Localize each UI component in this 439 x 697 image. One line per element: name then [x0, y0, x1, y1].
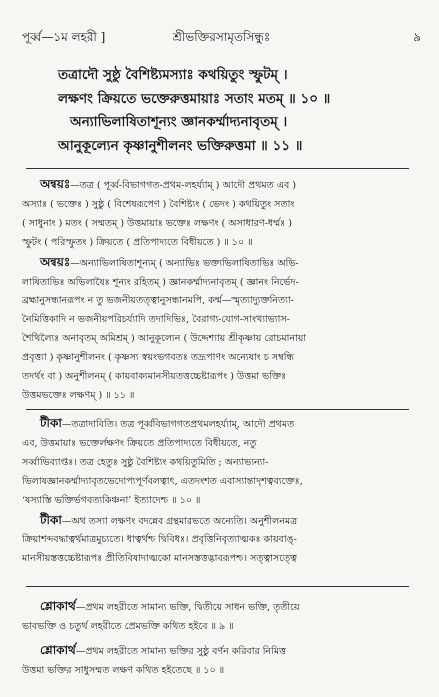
anvaya-line: ( সাধুনাং ) মতং ( সম্মতম্ ) উত্তমায়াঃ ভক্তেঃ লক্ষণং ( অসাধারণ-ধর্ম্মঃ ) [22, 217, 292, 229]
anvaya-line: —অন্যাভিলাষিতাশূন্যম্ ( অন্যাভিঃ ভক্ত্যভিলাষিতাভিঃ অভি- [70, 257, 299, 269]
anvaya-label: অন্বয়ঃ [40, 177, 71, 191]
shlokartha-section [22, 597, 421, 681]
page-number: ৯ [413, 30, 421, 44]
tika-line: ‘ষস্যাস্তি ভক্তির্ভগবত্যকিঞ্চনা’ ইত্যাদেশ্চ ॥ ১০ ॥ [22, 494, 201, 506]
tika-line: মানসীয়স্তত্তচ্চেষ্টারূপঃ প্রীতিবিষাদাত্মকো মানসস্তত্তদ্ভাবরূপশ্চ। সত্ত্বাসত্ত্বে [22, 553, 297, 565]
verse-line: আনুকূল্যেন কৃষ্ণানুশীলনং ভক্তিরুত্তমা ॥ ১১ ॥ [58, 137, 303, 154]
anvaya-line: নৈমিত্তিকাদি ন ভজনীয়পরিচর্য্যাদি তদাদিভিঃ, বৈরাগ্য-যোগ-সাংখ্যাভ্যাস- [22, 314, 290, 326]
tika-line: সর্ব্বাভিব্যাপ্তঃ। তত্র হেতুঃ সুষ্ঠু বৈশিষ্ট্যং কথয়িতুমিতি ; অন্যাভ্যন্যা- [22, 456, 269, 468]
anvaya-line: ব্রহ্মানুসন্ধানরূপং ন তু ভজনীয়তত্ত্বানুসন্ধানমপি, কর্ম্ম—স্মৃত্যাদ্যুক্তনিত্যা- [22, 295, 294, 307]
anvaya-line: অস্যাঃ ( ভক্তেঃ ) সুষ্ঠু ( বিশেষরূপেণ ) বৈশিষ্ট্যং ( ভেদং ) কথয়িতুং সতাং [22, 198, 295, 210]
anvaya-line: তদর্থং বা ) অনুশীলনম্ ( কায়বাক্যমানসীয়তত্তচ্চেষ্টারূপং ) উত্তমা ভক্তিঃ [22, 371, 287, 383]
verse-line: তত্রাদৌ সুষ্ঠু বৈশিষ্ট্যমস্যাঃ কথয়িতুং স্ফুটম্ । [58, 67, 288, 83]
anvaya-line: লাষিতাভিঃ অভিলাষৈঃ শূন্যং রহিতম্ ) জ্ঞানকর্ম্মাদ্যনাবৃতম্ ( জ্ঞানং নির্ভেদ- [22, 276, 299, 288]
book-title: শ্রীভক্তিরসামৃতসিন্ধুঃ [172, 30, 271, 44]
divider [26, 586, 409, 587]
anvaya-line: স্ফুটং ( পরিস্ফুতং ) ক্রিয়তে ( প্রতিপাদ্যতে বিধীয়তে ) ॥ ১০ ॥ [22, 236, 253, 248]
tika-line: ক্রিয়াশব্দবদ্ধাত্বর্থমাত্রমুচ্যতে। ধাত্বর্থশ্চ দ্বিবিধঃ। প্রবৃত্তিনিবৃত্যাত্মকঃ কায়বাঙ্- [22, 534, 297, 546]
anvaya-line: শৈথিল্যৈঃ অনাবৃতম্ অমিশ্রম্ ) আনুকূল্যেন ( উদ্দেশ্যায় শ্রীকৃষ্ণায় রোচমানায়া [22, 333, 307, 345]
anvaya-section [22, 175, 421, 406]
anvaya-line: প্রবৃত্ত্যা ) কৃষ্ণানুশীলনং ( কৃষ্ণস্য স্বয়ংভগবতঃ তদ্রূপাণং অন্যেষাং চ সম্বন্ধি [22, 352, 295, 364]
shlokartha-line: উত্তমা ভক্তির সাধুসম্মত লক্ষণ কথিত হইতেছে ॥ ১০ ॥ [22, 664, 225, 676]
verse-line: লক্ষণং ক্রিয়তে ভক্তেরুত্তমায়াঃ সতাং মতম্ ॥ ১০ ॥ [58, 90, 331, 107]
chapter-label: পূর্ব্ব—১ম লহরী ] [22, 30, 106, 44]
shlokartha-line: —প্রথম লহরীতে সামান্য ভক্তি, দ্বিতীয়ে সাধন ভক্তি, তৃতীয়ে [75, 602, 300, 613]
shlokartha-line: ভাবভক্তি ও চতুর্থ লহরীতে প্রেমভক্তি কথিত হইবে ॥ ৯ ॥ [22, 620, 234, 632]
anvaya-line: —তত্র ( পূর্ব্ব-বিভাগগত-প্রথম-লহর্য্যাম্ ) আদৌ প্রথমত এব ) [70, 180, 297, 191]
tika-label: টীকা [40, 416, 62, 430]
anvaya-label: অন্বয়ঃ [40, 254, 71, 269]
shlokartha-line: —প্রথম লহরীতে সামান্য ভক্তির সুষ্ঠু বর্ণন করিবার নিমিত্ত [75, 645, 286, 657]
tika-label: টীকা [40, 512, 62, 527]
divider [26, 168, 409, 169]
tika-line: ভিলাষজ্ঞানকর্ম্মাদ্যাবৃতভেদোপ্যপূর্ণবলত্বাৎ, এতদংশত এবাস্যান্তাদৃশত্বব্যক্তেঃ, [22, 475, 303, 487]
verse-line: অন্যাভিলাষিতাশূন্যং জ্ঞানকর্ম্মাদ্যনাবৃতম্ । [70, 114, 288, 130]
shlokartha-label: শ্লোকার্থ [40, 599, 76, 613]
sanskrit-verse [58, 64, 421, 158]
divider [26, 409, 409, 410]
shlokartha-label: শ্লোকার্থ [40, 642, 76, 657]
tika-line: —অথ তস্যা লক্ষণং বদন্নেব গ্রন্থমারভতে অন্যেতি। অনুশীলনমত্র [61, 515, 298, 527]
tika-section [22, 414, 421, 569]
anvaya-line: উত্তমভক্তেঃ লক্ষণম্ ) ॥ ১১ ॥ [22, 389, 135, 401]
tika-line: এব, উত্তমায়াঃ ভক্তের্লক্ষণং ক্রিয়তে প্রতিপাদ্যতে বিধীয়তে, নতু [22, 437, 257, 449]
tika-line: —তত্রাদাবিতি। তত্র পূর্ব্ববিভাগগতপ্রথমলহর্য্যাম্, আদৌ প্রথমত [61, 419, 295, 430]
